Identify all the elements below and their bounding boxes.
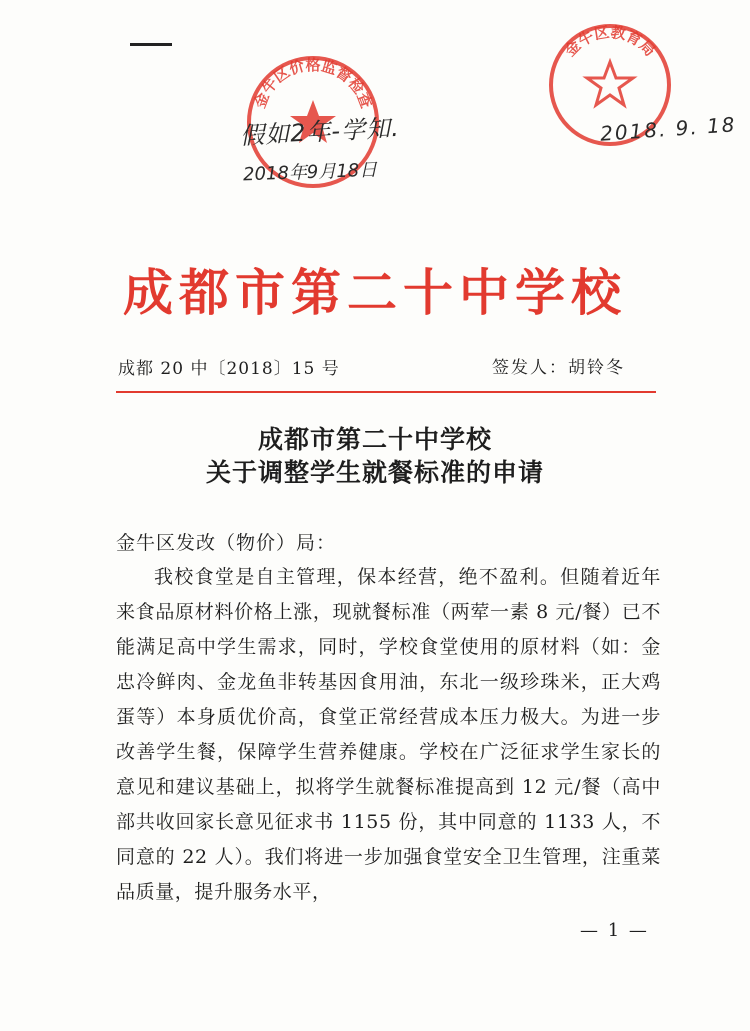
document-title-line2: 关于调整学生就餐标准的申请	[205, 458, 544, 487]
document-number: 成都 20 中〔2018〕15 号	[118, 359, 340, 379]
svg-text:金牛区教育局: 金牛区教育局	[561, 23, 659, 60]
page-number: — 1 —	[580, 920, 649, 941]
signer: 签发人：胡铃冬	[492, 358, 625, 378]
corner-mark	[130, 43, 172, 46]
handwritten-note-line2: 2018年9月18日	[242, 159, 378, 186]
addressee: 金牛区发改（物价）局：	[116, 532, 337, 554]
document-title-line1: 成都市第二十中学校	[257, 425, 492, 454]
svg-text:金牛区价格监督检查: 金牛区价格监督检查	[250, 55, 376, 111]
red-divider-rule	[116, 391, 656, 393]
handwritten-note-line1: 假如2年-学知.	[239, 113, 401, 151]
org-name-header: 成都市第二十中学校	[123, 263, 627, 322]
handwritten-date: 2018. 9. 18	[599, 112, 738, 146]
body-paragraph: 我校食堂是自主管理，保本经营，绝不盈利。但随着近年来食品原材料价格上涨，现就餐标准（两荤一素 8 元/餐）已不能满足高中学生需求，同时，学校食堂使用的原材料（如：金忠冷鲜肉、金龙鱼非转基因食用油，东北一级珍珠米，正大鸡蛋等）本身质优价高，食堂正常经营成本压力极大。为进一步改善学生餐，保障学生营养健康。学校在广泛征求学生家长的意见和建议基础上，拟将学生就餐标准提高到 12 元/餐（高中部共收回家长意见征求书 1155 份，其中同意的 1133 人，不同意的 22 人）。我们将进一步加强食堂安全卫生管理，注重菜品质量，提升服务水平，	[116, 566, 661, 903]
